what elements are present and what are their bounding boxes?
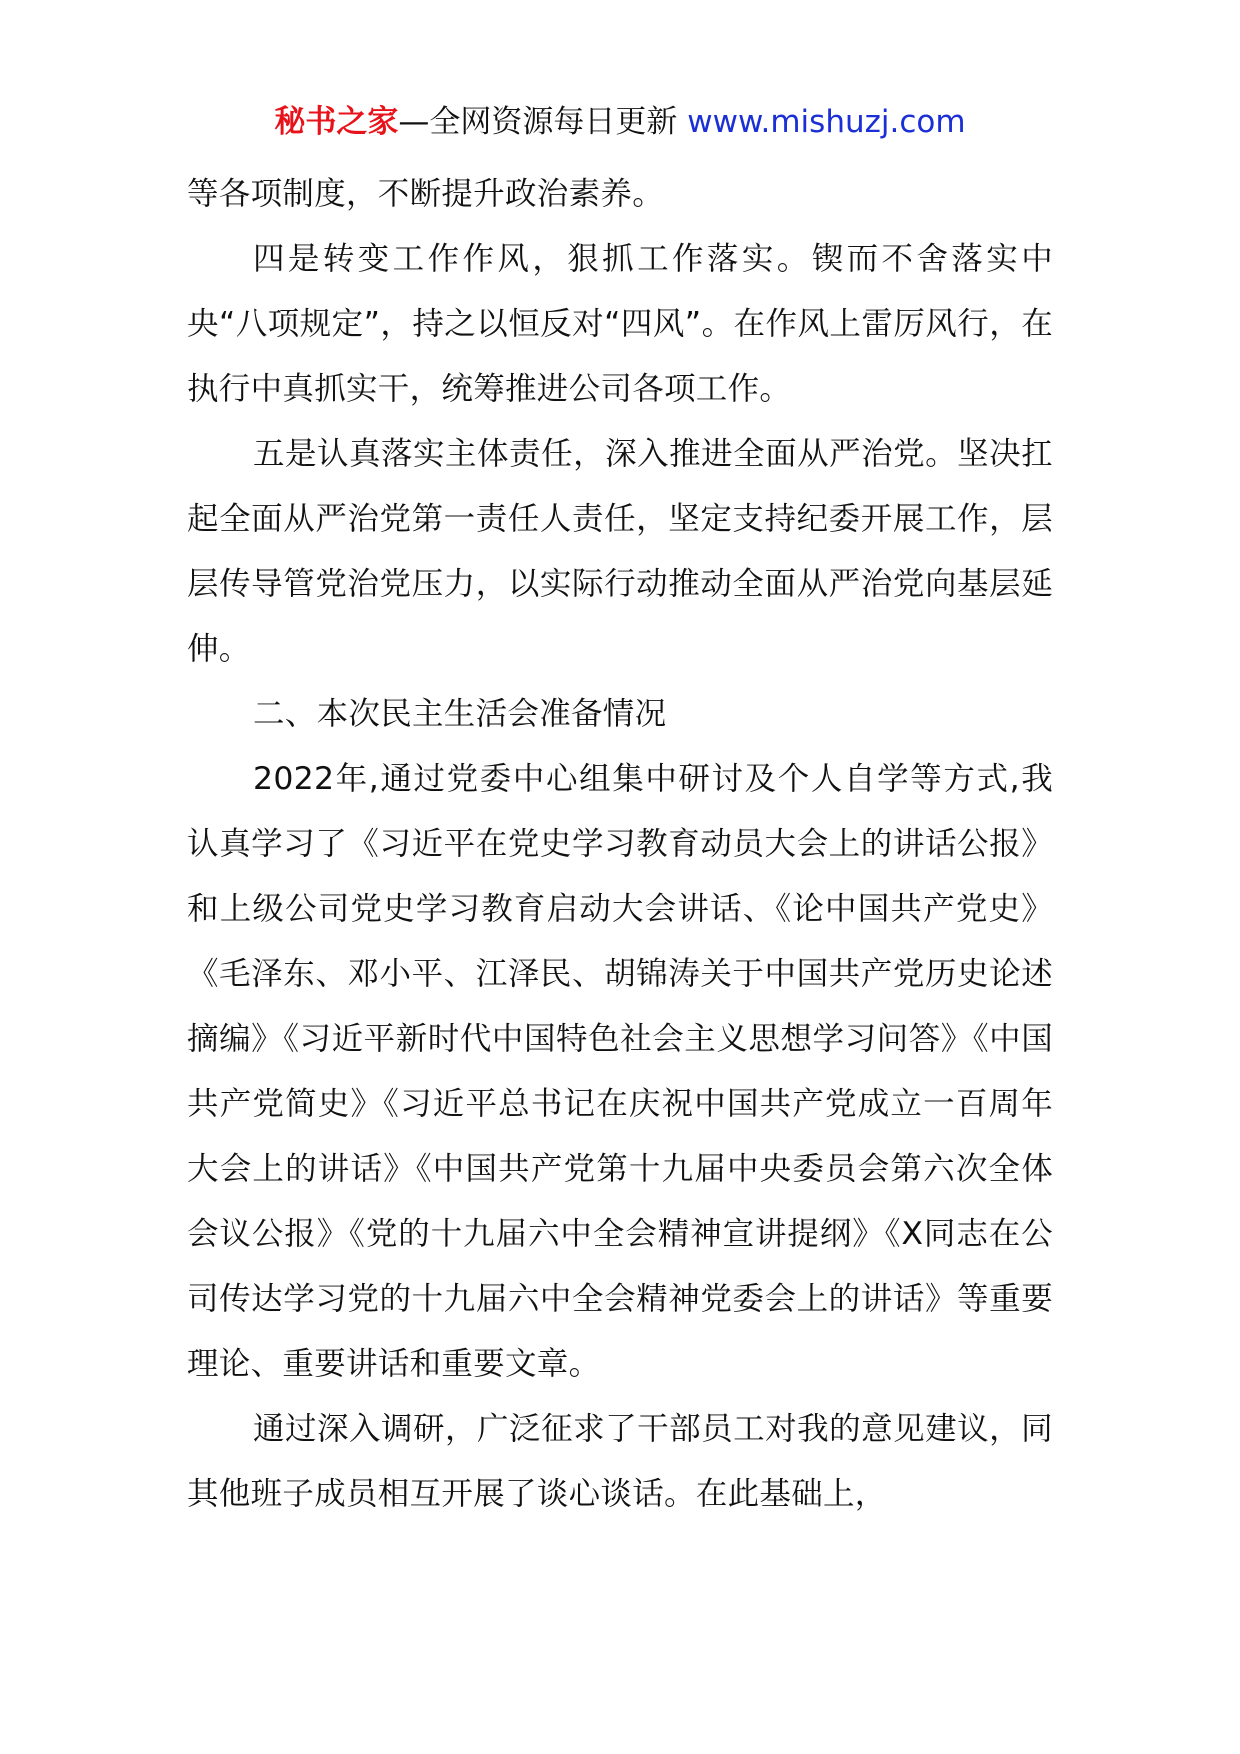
- paragraph-3: 五是认真落实主体责任，深入推进全面从严治党。坚决扛起全面从严治党第一责任人责任，坚定支持纪委开展工作，层层传导管党治党压力，以实际行动推动全面从严治党向基层延伸。: [187, 436, 1053, 667]
- paragraph-2: 四是转变工作作风，狠抓工作落实。锲而不舍落实中央“八项规定”，持之以恒反对“四风”。在作风上雷厉风行，在执行中真抓实干，统筹推进公司各项工作。: [187, 241, 1053, 407]
- site-url-link[interactable]: www.mishuzj.com: [687, 104, 966, 140]
- document-body: [187, 162, 1053, 1527]
- paragraph-5: 通过深入调研，广泛征求了干部员工对我的意见建议，同其他班子成员相互开展了谈心谈话。在此基础上，: [187, 1411, 1053, 1512]
- brand-name: 秘书之家: [274, 104, 399, 140]
- page-header: [0, 100, 1240, 144]
- section-heading: 二、本次民主生活会准备情况: [253, 696, 667, 732]
- paragraph-4: 2022年,通过党委中心组集中研讨及个人自学等方式,我认真学习了《习近平在党史学习教育动员大会上的讲话公报》和上级公司党史学习教育启动大会讲话、《论中国共产党史》《毛泽东、邓小平、江泽民、胡锦涛关于中国共产党历史论述摘编》《习近平新时代中国特色社会主义思想学习问答》《中国共产党简史》《习近平总书记在庆祝中国共产党成立一百周年大会上的讲话》《中国共产党第十九届中央委员会第六次全体会议公报》《党的十九届六中全会精神宣讲提纲》《X同志在公司传达学习党的十九届六中全会精神党委会上的讲话》等重要理论、重要讲话和重要文章。: [187, 761, 1053, 1382]
- paragraph-1: 等各项制度，不断提升政治素养。: [187, 176, 665, 212]
- header-tagline: —全网资源每日更新: [398, 104, 678, 140]
